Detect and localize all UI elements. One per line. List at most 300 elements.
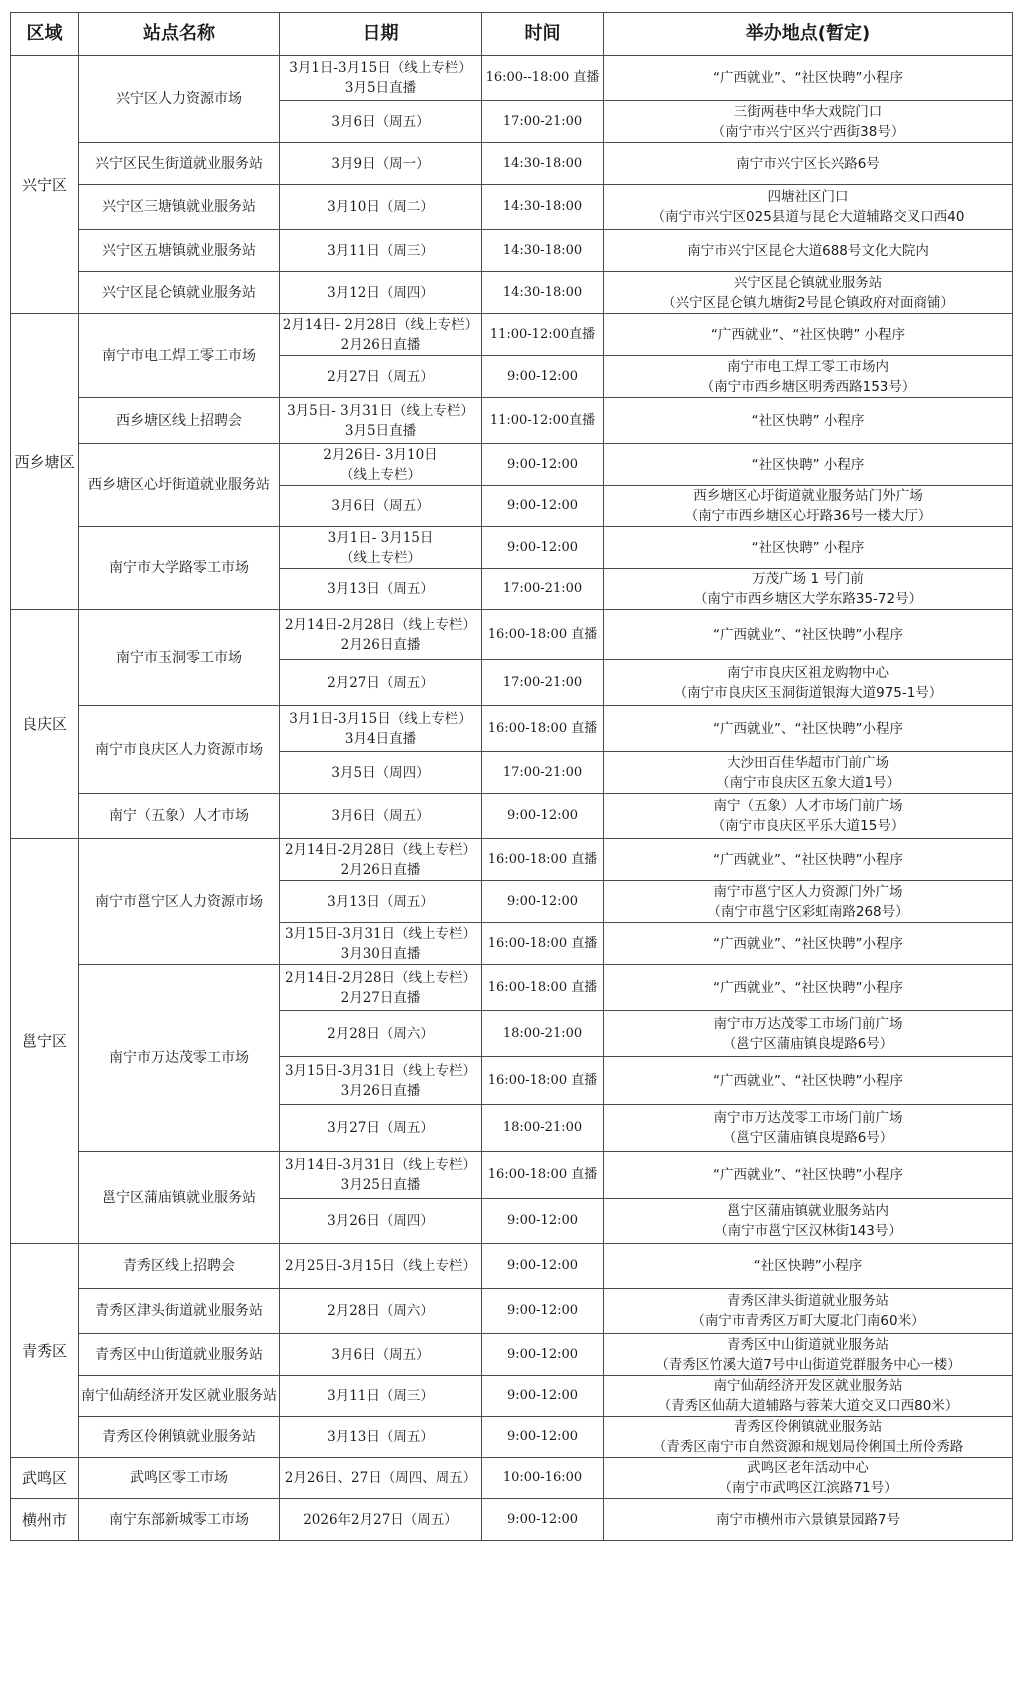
date-cell bbox=[280, 881, 482, 923]
table-row bbox=[11, 444, 1013, 486]
area-cell bbox=[11, 1244, 79, 1458]
time-cell bbox=[482, 1499, 604, 1541]
date-cell bbox=[280, 1057, 482, 1105]
date-line: 3月9日（周一） bbox=[331, 155, 430, 172]
station-name: 兴宁区民生街道就业服务站 bbox=[95, 155, 263, 172]
area-name: 横州市 bbox=[21, 1510, 67, 1529]
time-text: 9:00-12:00 bbox=[506, 1346, 579, 1362]
date-cell bbox=[280, 230, 482, 272]
place-line: （南宁市西乡塘区大学东路35-72号） bbox=[693, 591, 923, 607]
place-line: 南宁市横州市六景镇景园路7号 bbox=[715, 1511, 901, 1528]
place-cell bbox=[604, 101, 1013, 143]
header-date: 日期 bbox=[280, 13, 482, 56]
date-line: 3月27日（周五） bbox=[327, 1120, 434, 1136]
place-line: “广西就业”、“社区快聘” 小程序 bbox=[710, 326, 906, 343]
table-row bbox=[11, 1499, 1013, 1541]
place-cell bbox=[604, 486, 1013, 527]
station-cell bbox=[79, 1376, 280, 1417]
date-cell bbox=[280, 839, 482, 881]
date-line: 2月27日（周五） bbox=[327, 368, 434, 385]
station-name: 青秀区伶俐镇就业服务站 bbox=[102, 1429, 256, 1445]
station-cell bbox=[79, 706, 280, 794]
table-row bbox=[11, 839, 1013, 881]
place-line: “广西就业”、“社区快聘”小程序 bbox=[713, 70, 903, 86]
station-name: 兴宁区五塘镇就业服务站 bbox=[102, 242, 256, 259]
header-station: 站点名称 bbox=[79, 13, 280, 56]
place-line: “社区快聘”小程序 bbox=[753, 1258, 863, 1274]
date-cell bbox=[280, 1376, 482, 1417]
table-row bbox=[11, 230, 1013, 272]
date-cell bbox=[280, 965, 482, 1011]
place-cell bbox=[604, 881, 1013, 923]
place-cell bbox=[604, 444, 1013, 486]
station-cell bbox=[79, 794, 280, 839]
date-cell bbox=[280, 56, 482, 101]
time-text: 9:00-12:00 bbox=[506, 539, 579, 555]
time-cell bbox=[482, 444, 604, 486]
place-line: 青秀区津头街道就业服务站 bbox=[727, 1293, 889, 1309]
station-cell bbox=[79, 1152, 280, 1244]
station-cell bbox=[79, 444, 280, 527]
place-cell bbox=[604, 1244, 1013, 1289]
date-cell bbox=[280, 356, 482, 398]
place-cell bbox=[604, 1417, 1013, 1458]
date-line: 2月28日（周六） bbox=[327, 1025, 434, 1042]
place-line: （南宁市良庆区玉洞街道银海大道975-1号） bbox=[673, 684, 943, 701]
time-text: 11:00-12:00直播 bbox=[489, 412, 596, 428]
station-name: 南宁市玉洞零工市场 bbox=[116, 649, 242, 666]
table-row bbox=[11, 965, 1013, 1011]
place-cell bbox=[604, 56, 1013, 101]
date-line: 3月6日（周五） bbox=[331, 113, 430, 130]
time-cell bbox=[482, 143, 604, 185]
time-text: 14:30-18:00 bbox=[502, 199, 583, 214]
place-cell bbox=[604, 1199, 1013, 1244]
time-text: 9:00-12:00 bbox=[506, 1213, 579, 1228]
place-line: 南宁市电工焊工零工市场内 bbox=[727, 358, 889, 375]
station-name: 邕宁区蒲庙镇就业服务站 bbox=[102, 1189, 256, 1206]
station-cell bbox=[79, 1289, 280, 1334]
table-row bbox=[11, 706, 1013, 752]
date-line: 2月26日、27日（周四、周五） bbox=[284, 1470, 477, 1486]
area-name: 邕宁区 bbox=[21, 1032, 67, 1050]
time-cell bbox=[482, 398, 604, 444]
time-text: 9:00-12:00 bbox=[506, 1388, 579, 1403]
time-cell bbox=[482, 1152, 604, 1199]
station-name: 兴宁区三塘镇就业服务站 bbox=[102, 199, 256, 215]
place-line: （南宁市武鸣区江滨路71号） bbox=[718, 1480, 898, 1496]
station-name: 武鸣区零工市场 bbox=[130, 1470, 228, 1486]
time-cell bbox=[482, 752, 604, 794]
place-line: 万茂广场 1 号门前 bbox=[752, 571, 864, 587]
place-line: 邕宁区蒲庙镇就业服务站内 bbox=[727, 1203, 889, 1219]
header-time: 时间 bbox=[482, 13, 604, 56]
table-row bbox=[11, 1244, 1013, 1289]
place-line: 四塘社区门口 bbox=[767, 189, 849, 205]
station-cell bbox=[79, 839, 280, 965]
place-cell bbox=[604, 1334, 1013, 1376]
place-line: 南宁市万达茂零工市场门前广场 bbox=[713, 1110, 903, 1126]
place-line: 西乡塘区心圩街道就业服务站门外广场 bbox=[693, 488, 923, 504]
date-line: 3月5日（周四） bbox=[331, 764, 430, 781]
date-line: 2月28日（周六） bbox=[327, 1303, 434, 1319]
date-cell bbox=[280, 706, 482, 752]
place-cell bbox=[604, 1011, 1013, 1057]
place-cell bbox=[604, 1105, 1013, 1152]
time-cell bbox=[482, 1417, 604, 1458]
place-cell bbox=[604, 527, 1013, 569]
table-row bbox=[11, 1334, 1013, 1376]
time-text: 17:00-21:00 bbox=[502, 764, 583, 780]
station-cell bbox=[79, 272, 280, 314]
date-cell bbox=[280, 1458, 482, 1499]
table-row bbox=[11, 1458, 1013, 1499]
date-line: 3月15日-3月31日（线上专栏） bbox=[284, 1062, 477, 1079]
time-text: 9:00-12:00 bbox=[506, 808, 579, 823]
place-cell bbox=[604, 839, 1013, 881]
table-row bbox=[11, 56, 1013, 101]
place-line: 武鸣区老年活动中心 bbox=[747, 1460, 869, 1476]
place-line: 南宁市兴宁区长兴路6号 bbox=[736, 155, 880, 172]
place-line: 兴宁区昆仑镇就业服务站 bbox=[733, 274, 883, 291]
date-line: 3月6日（周五） bbox=[331, 498, 430, 514]
date-line: 3月15日-3月31日（线上专栏） bbox=[284, 925, 477, 942]
place-cell bbox=[604, 1057, 1013, 1105]
time-text: 9:00-12:00 bbox=[506, 893, 579, 909]
date-cell bbox=[280, 272, 482, 314]
date-line: 2月27日（周五） bbox=[327, 674, 434, 691]
table-row bbox=[11, 527, 1013, 569]
time-cell bbox=[482, 660, 604, 706]
table-row bbox=[11, 1417, 1013, 1458]
place-line: （南宁市兴宁区兴宁西街38号） bbox=[711, 123, 905, 140]
time-cell bbox=[482, 610, 604, 660]
place-line: （南宁市良庆区五象大道1号） bbox=[715, 774, 901, 791]
time-cell bbox=[482, 1057, 604, 1105]
area-cell bbox=[11, 610, 79, 839]
place-line: （南宁市西乡塘区明秀西路153号） bbox=[700, 378, 916, 395]
place-line: “广西就业”、“社区快聘”小程序 bbox=[713, 1167, 903, 1183]
place-cell bbox=[604, 272, 1013, 314]
area-cell bbox=[11, 314, 79, 610]
date-cell bbox=[280, 1199, 482, 1244]
time-cell bbox=[482, 965, 604, 1011]
table-row bbox=[11, 185, 1013, 230]
date-line: 3月13日（周五） bbox=[327, 581, 434, 597]
date-line: 3月11日（周三） bbox=[327, 1388, 434, 1404]
time-cell bbox=[482, 1199, 604, 1244]
time-text: 9:00-12:00 bbox=[506, 1258, 579, 1273]
date-line: 3月25日直播 bbox=[340, 1177, 421, 1193]
area-name: 青秀区 bbox=[21, 1341, 67, 1360]
time-text: 18:00-21:00 bbox=[502, 1025, 583, 1041]
time-text: 17:00-21:00 bbox=[502, 674, 583, 690]
place-cell bbox=[604, 1376, 1013, 1417]
date-line: 3月11日（周三） bbox=[327, 242, 434, 259]
place-line: 南宁市万达茂零工市场门前广场 bbox=[713, 1015, 903, 1032]
place-cell bbox=[604, 569, 1013, 610]
time-text: 14:30-18:00 bbox=[502, 284, 583, 300]
station-name: 南宁市万达茂零工市场 bbox=[109, 1050, 249, 1066]
time-cell bbox=[482, 486, 604, 527]
place-cell bbox=[604, 314, 1013, 356]
time-text: 17:00-21:00 bbox=[502, 113, 583, 129]
date-line: 2月26日直播 bbox=[340, 636, 421, 653]
time-cell bbox=[482, 230, 604, 272]
station-cell bbox=[79, 56, 280, 143]
place-line: “广西就业”、“社区快聘”小程序 bbox=[713, 851, 903, 868]
time-cell bbox=[482, 1376, 604, 1417]
date-cell bbox=[280, 1105, 482, 1152]
station-cell bbox=[79, 1417, 280, 1458]
place-line: （邕宁区蒲庙镇良堤路6号） bbox=[722, 1130, 894, 1146]
time-cell bbox=[482, 923, 604, 965]
date-line: 2月25日-3月15日（线上专栏） bbox=[284, 1258, 477, 1274]
time-text: 11:00-12:00直播 bbox=[489, 326, 596, 342]
place-line: 青秀区伶俐镇就业服务站 bbox=[733, 1419, 883, 1435]
station-name: 南宁仙葫经济开发区就业服务站 bbox=[81, 1388, 277, 1404]
date-line: （线上专栏） bbox=[340, 466, 421, 483]
time-cell bbox=[482, 794, 604, 839]
date-line: 3月12日（周四） bbox=[327, 284, 434, 301]
place-cell bbox=[604, 610, 1013, 660]
station-name: 兴宁区昆仑镇就业服务站 bbox=[102, 284, 256, 301]
date-line: 3月5日- 3月31日（线上专栏） bbox=[287, 402, 474, 419]
table-row bbox=[11, 143, 1013, 185]
station-name: 青秀区中山街道就业服务站 bbox=[95, 1346, 263, 1363]
place-line: “广西就业”、“社区快聘”小程序 bbox=[713, 1072, 903, 1089]
time-text: 16:00-18:00 直播 bbox=[487, 979, 598, 995]
place-line: “社区快聘” 小程序 bbox=[751, 412, 865, 429]
time-cell bbox=[482, 706, 604, 752]
table-row bbox=[11, 610, 1013, 660]
station-cell bbox=[79, 185, 280, 230]
date-line: 2月14日-2月28日（线上专栏） bbox=[284, 841, 477, 858]
date-line: 2月14日- 2月28日（线上专栏） bbox=[282, 316, 479, 333]
date-cell bbox=[280, 752, 482, 794]
date-line: 3月5日直播 bbox=[344, 422, 417, 439]
date-cell bbox=[280, 185, 482, 230]
time-text: 16:00-18:00 直播 bbox=[487, 720, 598, 736]
station-cell bbox=[79, 398, 280, 444]
place-line: （青秀区仙葫大道辅路与蓉茉大道交叉口西80米） bbox=[657, 1398, 959, 1414]
place-line: “广西就业”、“社区快聘”小程序 bbox=[713, 979, 903, 996]
time-cell bbox=[482, 527, 604, 569]
date-line: 2月26日直播 bbox=[340, 336, 421, 353]
time-cell bbox=[482, 1011, 604, 1057]
date-cell bbox=[280, 660, 482, 706]
date-line: 2月26日- 3月10日 bbox=[323, 446, 438, 463]
schedule-table bbox=[10, 12, 1013, 1541]
place-cell bbox=[604, 398, 1013, 444]
area-cell bbox=[11, 1499, 79, 1541]
area-name: 武鸣区 bbox=[21, 1469, 67, 1487]
place-cell bbox=[604, 356, 1013, 398]
schedule-document bbox=[10, 12, 1012, 1694]
time-text: 16:00--18:00 直播 bbox=[485, 70, 600, 85]
time-cell bbox=[482, 881, 604, 923]
time-cell bbox=[482, 1334, 604, 1376]
place-line: 三街两巷中华大戏院门口 bbox=[733, 103, 883, 120]
date-line: 3月6日（周五） bbox=[331, 1346, 430, 1363]
date-cell bbox=[280, 143, 482, 185]
station-cell bbox=[79, 314, 280, 398]
date-line: 3月1日-3月15日（线上专栏） bbox=[289, 60, 472, 76]
station-name: 西乡塘区心圩街道就业服务站 bbox=[88, 477, 270, 493]
station-cell bbox=[79, 1334, 280, 1376]
date-line: 3月6日（周五） bbox=[331, 808, 430, 824]
station-name: 青秀区线上招聘会 bbox=[123, 1258, 235, 1274]
place-line: 大沙田百佳华超市门前广场 bbox=[727, 754, 889, 771]
place-cell bbox=[604, 752, 1013, 794]
table-row bbox=[11, 1376, 1013, 1417]
time-text: 16:00-18:00 直播 bbox=[487, 1072, 598, 1088]
date-cell bbox=[280, 610, 482, 660]
header-row bbox=[11, 13, 1013, 56]
station-cell bbox=[79, 230, 280, 272]
date-cell bbox=[280, 1334, 482, 1376]
time-cell bbox=[482, 1244, 604, 1289]
date-cell bbox=[280, 1417, 482, 1458]
station-cell bbox=[79, 143, 280, 185]
table-row bbox=[11, 398, 1013, 444]
time-cell bbox=[482, 1105, 604, 1152]
date-line: 2月26日直播 bbox=[340, 861, 421, 878]
table-row bbox=[11, 794, 1013, 839]
time-cell bbox=[482, 356, 604, 398]
time-cell bbox=[482, 1458, 604, 1499]
station-name: 南宁（五象）人才市场 bbox=[109, 808, 249, 824]
date-cell bbox=[280, 569, 482, 610]
time-text: 10:00-16:00 bbox=[502, 1470, 583, 1485]
station-name: 兴宁区人力资源市场 bbox=[116, 91, 242, 107]
station-cell bbox=[79, 965, 280, 1152]
place-line: （邕宁区蒲庙镇良堤路6号） bbox=[722, 1035, 894, 1052]
time-text: 9:00-12:00 bbox=[506, 368, 579, 384]
date-line: 3月1日- 3月15日 bbox=[327, 529, 434, 546]
date-cell bbox=[280, 1244, 482, 1289]
station-cell bbox=[79, 527, 280, 610]
place-cell bbox=[604, 1499, 1013, 1541]
station-name: 南宁东部新城零工市场 bbox=[109, 1511, 249, 1528]
time-text: 9:00-12:00 bbox=[506, 1429, 579, 1444]
time-text: 14:30-18:00 bbox=[502, 155, 583, 171]
area-cell bbox=[11, 56, 79, 314]
date-line: 3月13日（周五） bbox=[327, 893, 434, 910]
date-cell bbox=[280, 923, 482, 965]
place-line: 南宁市良庆区祖龙购物中心 bbox=[727, 664, 889, 681]
place-cell bbox=[604, 143, 1013, 185]
date-cell bbox=[280, 1011, 482, 1057]
time-text: 16:00-18:00 直播 bbox=[487, 626, 598, 642]
date-cell bbox=[280, 101, 482, 143]
date-cell bbox=[280, 1289, 482, 1334]
date-cell bbox=[280, 1499, 482, 1541]
date-line: 2026年2月27日（周五） bbox=[303, 1511, 458, 1528]
station-name: 青秀区津头街道就业服务站 bbox=[95, 1303, 263, 1319]
station-cell bbox=[79, 610, 280, 706]
table-row bbox=[11, 314, 1013, 356]
time-text: 17:00-21:00 bbox=[502, 581, 583, 596]
date-line: 2月27日直播 bbox=[340, 989, 421, 1006]
table-row bbox=[11, 272, 1013, 314]
time-cell bbox=[482, 272, 604, 314]
station-cell bbox=[79, 1458, 280, 1499]
place-cell bbox=[604, 185, 1013, 230]
date-line: 3月26日直播 bbox=[340, 1082, 421, 1099]
date-line: 3月26日（周四） bbox=[327, 1213, 434, 1229]
date-cell bbox=[280, 1152, 482, 1199]
date-line: 3月4日直播 bbox=[344, 730, 417, 747]
date-line: 2月14日-2月28日（线上专栏） bbox=[284, 616, 477, 633]
place-line: （南宁市良庆区平乐大道15号） bbox=[711, 818, 905, 834]
place-line: （青秀区竹溪大道7号中山街道党群服务中心一楼） bbox=[655, 1356, 961, 1373]
time-text: 9:00-12:00 bbox=[506, 456, 579, 472]
station-name: 南宁市大学路零工市场 bbox=[109, 560, 249, 576]
date-cell bbox=[280, 794, 482, 839]
station-name: 南宁市邕宁区人力资源市场 bbox=[95, 893, 263, 910]
place-line: 南宁市兴宁区昆仑大道688号文化大院内 bbox=[687, 242, 929, 259]
date-line: 3月1日-3月15日（线上专栏） bbox=[289, 710, 472, 727]
place-line: “社区快聘” 小程序 bbox=[751, 539, 865, 556]
place-line: （青秀区南宁市自然资源和规划局伶俐国土所伶秀路 bbox=[652, 1439, 964, 1455]
area-cell bbox=[11, 839, 79, 1244]
place-cell bbox=[604, 660, 1013, 706]
time-text: 18:00-21:00 bbox=[502, 1120, 583, 1135]
station-name: 南宁市电工焊工零工市场 bbox=[102, 347, 256, 364]
station-name: 南宁市良庆区人力资源市场 bbox=[95, 741, 263, 758]
area-name: 兴宁区 bbox=[21, 175, 67, 194]
date-line: 2月14日-2月28日（线上专栏） bbox=[284, 969, 477, 986]
date-cell bbox=[280, 398, 482, 444]
place-line: “广西就业”、“社区快聘”小程序 bbox=[713, 935, 903, 952]
place-line: （南宁市兴宁区025县道与昆仑大道辅路交叉口西40 bbox=[651, 209, 965, 225]
place-line: “广西就业”、“社区快聘”小程序 bbox=[713, 626, 903, 643]
place-line: （南宁市邕宁区彩虹南路268号） bbox=[707, 903, 909, 920]
place-cell bbox=[604, 1289, 1013, 1334]
time-cell bbox=[482, 56, 604, 101]
place-line: 南宁仙葫经济开发区就业服务站 bbox=[713, 1378, 903, 1394]
place-cell bbox=[604, 1458, 1013, 1499]
table-body bbox=[11, 56, 1013, 1541]
date-line: （线上专栏） bbox=[340, 549, 421, 566]
date-line: 3月14日-3月31日（线上专栏） bbox=[284, 1157, 477, 1173]
place-cell bbox=[604, 706, 1013, 752]
table-row bbox=[11, 1289, 1013, 1334]
time-text: 16:00-18:00 直播 bbox=[487, 1167, 598, 1182]
date-cell bbox=[280, 444, 482, 486]
place-cell bbox=[604, 230, 1013, 272]
date-line: 3月30日直播 bbox=[340, 945, 421, 962]
time-text: 16:00-18:00 直播 bbox=[487, 851, 598, 867]
station-name: 西乡塘区线上招聘会 bbox=[116, 412, 242, 429]
date-line: 3月13日（周五） bbox=[327, 1429, 434, 1445]
time-text: 14:30-18:00 bbox=[502, 242, 583, 258]
table-row bbox=[11, 1152, 1013, 1199]
time-text: 16:00-18:00 直播 bbox=[487, 935, 598, 951]
place-line: （南宁市西乡塘区心圩路36号一楼大厅） bbox=[684, 508, 932, 524]
place-line: 青秀区中山街道就业服务站 bbox=[727, 1336, 889, 1353]
time-cell bbox=[482, 569, 604, 610]
place-line: “广西就业”、“社区快聘”小程序 bbox=[713, 720, 903, 737]
place-line: （南宁市青秀区万町大厦北门南60米） bbox=[691, 1313, 925, 1329]
date-line: 3月10日（周二） bbox=[327, 199, 434, 215]
place-cell bbox=[604, 794, 1013, 839]
time-cell bbox=[482, 314, 604, 356]
place-cell bbox=[604, 923, 1013, 965]
time-cell bbox=[482, 839, 604, 881]
time-cell bbox=[482, 101, 604, 143]
